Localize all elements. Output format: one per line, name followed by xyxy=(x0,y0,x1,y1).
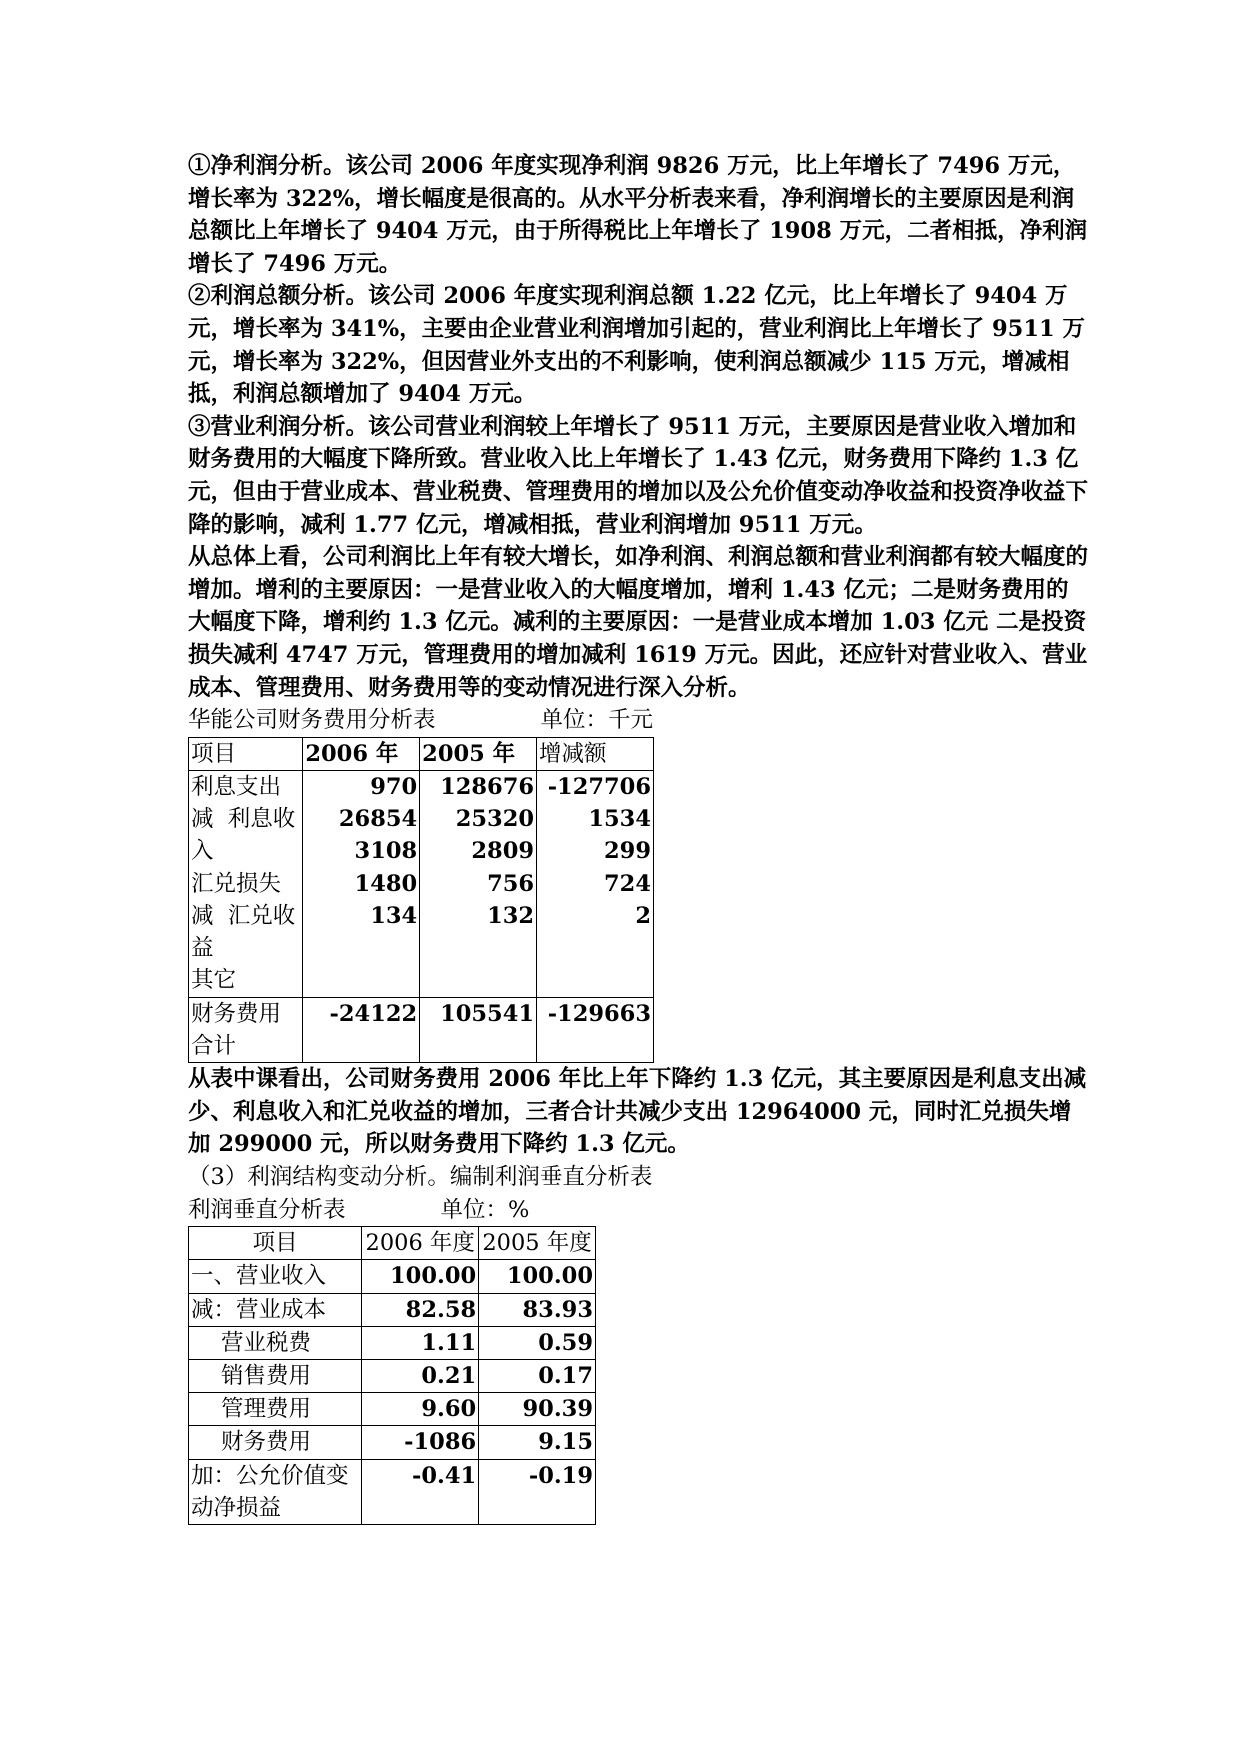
header-item: 项目 xyxy=(189,1227,362,1260)
value-2006: 0.21 xyxy=(362,1360,479,1393)
table-total-row xyxy=(189,997,654,1062)
table-header-row xyxy=(189,1227,596,1260)
value-2005: 100.00 xyxy=(479,1260,596,1293)
row-label: 减：营业成本 xyxy=(189,1293,362,1326)
paragraph-structure-heading: （3）利润结构变动分析。编制利润垂直分析表 xyxy=(188,1164,653,1191)
paragraph-total-profit: ②利润总额分析。该公司 2006 年度实现利润总额 1.22 亿元，比上年增长了 9404 万元，增长率为 341%，主要由企业营业利润增加引起的，营业利润比上年增长了 9511 万元，增长率为 322%，但因营业外支出的不利影响，使利润总额减少 115 万元，增减相抵，利润总额增加了 9404 万元。 xyxy=(188,283,1085,408)
row-label: 营业税费 xyxy=(189,1326,362,1359)
values-change: -127706 1534 299 724 2 xyxy=(537,770,654,997)
row-label: 管理费用 xyxy=(189,1393,362,1426)
row-labels: 利息支出 减 利息收入 汇兑损失 减 汇兑收益 其它 xyxy=(189,770,303,997)
total-label: 财务费用合计 xyxy=(189,997,303,1062)
header-item: 项目 xyxy=(189,737,303,770)
header-2005: 2005 年 xyxy=(420,737,537,770)
row-label: 加：公允价值变动净损益 xyxy=(189,1459,362,1524)
table-row xyxy=(189,1393,596,1426)
paragraph-overall-summary: 从总体上看，公司利润比上年有较大增长，如净利润、利润总额和营业利润都有较大幅度的增加。增利的主要原因：一是营业收入的大幅度增加，增利 1.43 亿元；二是财务费用的大幅度下降，增利约 1.3 亿元。减利的主要原因：一是营业成本增加 1.03 亿元 二是投资损失减利 4747 万元，管理费用的增加减利 1619 万元。因此，还应针对营业收入、营业成本、管理费用、财务费用等的变动情况进行深入分析。 xyxy=(188,544,1089,701)
value-2006: 1.11 xyxy=(362,1326,479,1359)
table-row xyxy=(189,1326,596,1359)
header-change: 增减额 xyxy=(537,737,654,770)
table-row xyxy=(189,1360,596,1393)
vert-table-caption xyxy=(188,1194,1088,1227)
value-2006: -0.41 xyxy=(362,1459,479,1524)
row-label: 一、营业收入 xyxy=(189,1260,362,1293)
vert-table-unit: 单位：% xyxy=(440,1196,530,1223)
value-2005: 90.39 xyxy=(479,1393,596,1426)
paragraph-table-conclusion: 从表中课看出，公司财务费用 2006 年比上年下降约 1.3 亿元，其主要原因是利息支出减少、利息收入和汇兑收益的增加，三者合计共减少支出 12964000 元，同时汇兑损失增加 299000 元，所以财务费用下降约 1.3 亿元。 xyxy=(188,1066,1087,1158)
document-page xyxy=(188,150,1088,1525)
total-change: -129663 xyxy=(537,997,654,1062)
header-2006: 2006 年 xyxy=(303,737,420,770)
table-row xyxy=(189,1293,596,1326)
value-2006: 82.58 xyxy=(362,1293,479,1326)
value-2006: 100.00 xyxy=(362,1260,479,1293)
profit-vertical-table xyxy=(188,1226,596,1525)
table-row xyxy=(189,1426,596,1459)
financial-expense-table xyxy=(188,737,654,1064)
row-label: 财务费用 xyxy=(189,1426,362,1459)
value-2006: 9.60 xyxy=(362,1393,479,1426)
value-2005: 83.93 xyxy=(479,1293,596,1326)
table-row xyxy=(189,1459,596,1524)
fin-table-caption xyxy=(188,704,1088,737)
header-2005: 2005 年度 xyxy=(479,1227,596,1260)
value-2005: 9.15 xyxy=(479,1426,596,1459)
values-2005: 128676 25320 2809 756 132 xyxy=(420,770,537,997)
value-2005: -0.19 xyxy=(479,1459,596,1524)
total-2006: -24122 xyxy=(303,997,420,1062)
vert-table-title: 利润垂直分析表 xyxy=(188,1196,346,1223)
fin-table-unit: 单位：千元 xyxy=(540,707,654,734)
value-2006: -1086 xyxy=(362,1426,479,1459)
paragraph-operating-profit: ③营业利润分析。该公司营业利润较上年增长了 9511 万元，主要原因是营业收入增加和财务费用的大幅度下降所致。营业收入比上年增长了 1.43 亿元，财务费用下降约 1.3 亿元，但由于营业成本、营业税费、管理费用的增加以及公允价值变动净收益和投资净收益下降的影响，减利 1.77 亿元，增减相抵，营业利润增加 9511 万元。 xyxy=(188,413,1089,538)
header-2006: 2006 年度 xyxy=(362,1227,479,1260)
table-header-row xyxy=(189,737,654,770)
value-2005: 0.17 xyxy=(479,1360,596,1393)
row-label: 销售费用 xyxy=(189,1360,362,1393)
value-2005: 0.59 xyxy=(479,1326,596,1359)
fin-table-title: 华能公司财务费用分析表 xyxy=(188,707,436,734)
values-2006: 970 26854 3108 1480 134 xyxy=(303,770,420,997)
paragraph-net-profit: ①净利润分析。该公司 2006 年度实现净利润 9826 万元，比上年增长了 7496 万元，增长率为 322%，增长幅度是很高的。从水平分析表来看，净利润增长的主要原因是利润总额比上年增长了 9404 万元，由于所得税比上年增长了 1908 万元，二者相抵，净利润增长了 7496 万元。 xyxy=(188,153,1088,277)
total-2005: 105541 xyxy=(420,997,537,1062)
table-row xyxy=(189,770,654,997)
table-row xyxy=(189,1260,596,1293)
